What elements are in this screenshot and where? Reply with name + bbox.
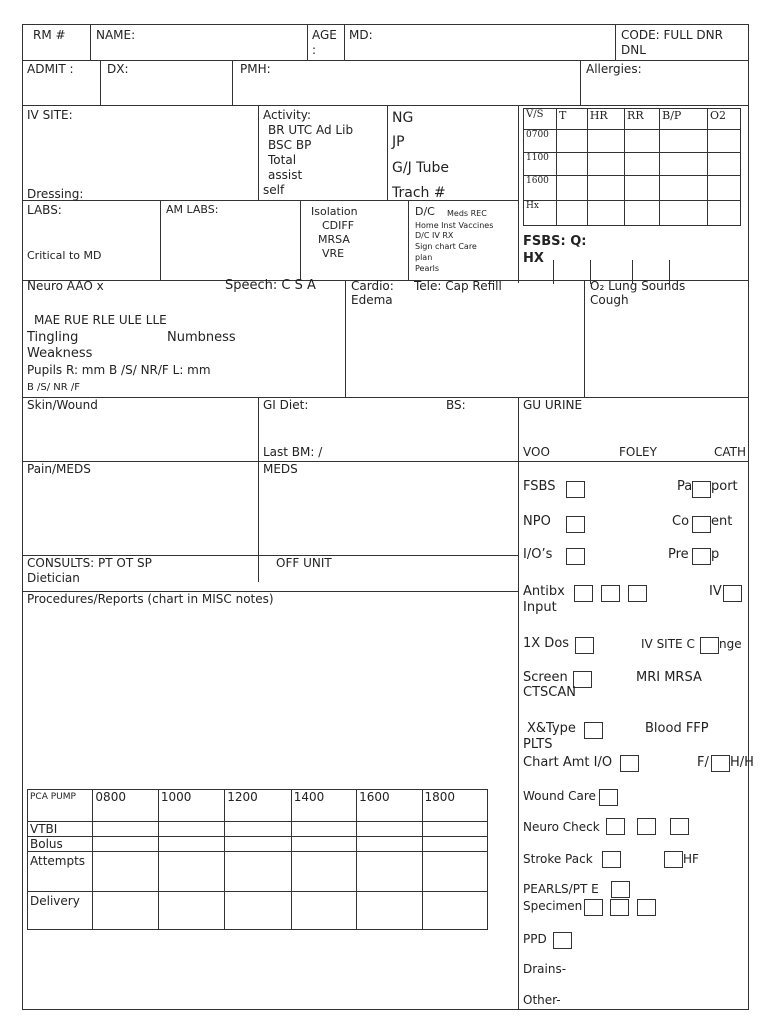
divider xyxy=(345,280,346,397)
divider xyxy=(584,280,585,397)
divider xyxy=(22,105,749,106)
divider xyxy=(615,24,616,60)
age-label: AGE xyxy=(312,28,337,42)
ios-checkbox[interactable] xyxy=(566,548,585,565)
activity-br: BR UTC Ad Lib xyxy=(268,123,354,137)
divider xyxy=(518,105,519,283)
pearls-checkbox[interactable] xyxy=(611,881,630,898)
check-ppd-label: PPD xyxy=(523,932,547,946)
antibx-checkbox-1[interactable] xyxy=(574,585,593,602)
dc-iv-label: D/C IV RX xyxy=(415,231,454,240)
vitals-header: B/P xyxy=(660,109,708,130)
check-dose-label: 1X Dos xyxy=(523,636,570,651)
antibx-checkbox-2[interactable] xyxy=(601,585,620,602)
labs-label: LABS: xyxy=(27,203,62,217)
check-other-label: Other- xyxy=(523,993,561,1007)
vitals-header: O2 xyxy=(707,109,740,130)
gi-diet-label: GI Diet: xyxy=(263,398,309,412)
divider xyxy=(22,461,749,462)
cath-label: CATH xyxy=(714,445,747,459)
o2-lung-sounds-label: O₂ Lung Sounds xyxy=(590,279,686,293)
tele-cap-refill-label: Tele: Cap Refill xyxy=(414,279,502,293)
meds-rec-label: Meds REC xyxy=(447,209,487,218)
npo-checkbox[interactable] xyxy=(566,516,585,533)
chart-amt-checkbox[interactable] xyxy=(620,755,639,772)
check-fh-label-2: H/H xyxy=(730,755,754,770)
divider xyxy=(258,105,259,200)
pca-row-label: Attempts xyxy=(28,852,93,892)
pca-header: 0800 xyxy=(93,790,158,822)
consent-checkbox[interactable] xyxy=(692,516,711,533)
divider xyxy=(90,24,91,60)
passport-checkbox[interactable] xyxy=(692,481,711,498)
vitals-header: HR xyxy=(587,109,624,130)
check-ivsite-label-2: nge xyxy=(719,637,742,651)
vitals-time: 1600 xyxy=(524,176,557,201)
gu-urine-label: GU URINE xyxy=(523,398,583,412)
iv-checkbox[interactable] xyxy=(723,585,742,602)
voo-label: VOO xyxy=(523,445,550,459)
critical-label: Critical to MD xyxy=(27,249,102,262)
vitals-header: RR xyxy=(625,109,660,130)
hf-checkbox[interactable] xyxy=(664,851,683,868)
divider xyxy=(160,200,161,280)
check-xtype-label: X&Type xyxy=(527,721,576,736)
ivsite-change-checkbox[interactable] xyxy=(700,637,719,654)
dx-label: DX: xyxy=(107,62,129,76)
vitals-header: T xyxy=(556,109,587,130)
activity-assist: assist xyxy=(268,168,303,182)
pupils-bsnr-label: B /S/ NR /F xyxy=(27,382,81,393)
md-label: MD: xyxy=(349,28,373,42)
antibx-checkbox-3[interactable] xyxy=(628,585,647,602)
check-input-label: Input xyxy=(523,600,557,615)
activity-bsc: BSC BP xyxy=(268,138,312,152)
divider xyxy=(518,397,519,1009)
check-mri-mrsa-label: MRI MRSA xyxy=(636,670,702,685)
check-ctscan-label: CTSCAN xyxy=(523,685,576,700)
check-neuro-label: Neuro Check xyxy=(523,820,600,834)
specimen-checkbox-2[interactable] xyxy=(610,899,629,916)
hx-label: HX xyxy=(523,251,544,266)
divider xyxy=(22,60,749,61)
check-ivsite-label: IV SITE C xyxy=(641,637,695,651)
divider xyxy=(307,24,308,60)
check-passport-label: Pa xyxy=(677,479,693,494)
pca-header: 1800 xyxy=(422,790,487,822)
off-unit-label: OFF UNIT xyxy=(276,556,332,570)
divider xyxy=(387,105,388,200)
divider xyxy=(344,24,345,60)
pca-header: 1000 xyxy=(158,790,224,822)
pca-header: 1400 xyxy=(291,790,356,822)
ppd-checkbox[interactable] xyxy=(553,932,572,949)
xtype-checkbox[interactable] xyxy=(584,722,603,739)
neuro-check-checkbox-2[interactable] xyxy=(637,818,656,835)
consults-label: CONSULTS: PT OT SP xyxy=(27,556,152,570)
frame-right xyxy=(748,24,749,1010)
foley-label: FOLEY xyxy=(619,445,657,459)
pca-row-label: VTBI xyxy=(28,822,93,837)
check-passport-label-2: port xyxy=(711,479,738,494)
vitals-time: Hx xyxy=(524,201,557,226)
neuro-aao-label: Neuro AAO x xyxy=(27,279,104,293)
ng-label: NG xyxy=(392,110,414,126)
name-label: NAME: xyxy=(96,28,136,42)
mrsa-label: MRSA xyxy=(318,233,350,246)
am-labs-label: AM LABS: xyxy=(166,203,219,216)
check-pearls-label: PEARLS/PT E xyxy=(523,882,599,896)
dressing-label: Dressing: xyxy=(27,187,84,201)
check-fsbs-label: FSBS xyxy=(523,479,556,494)
divider xyxy=(232,60,233,105)
activity-label: Activity: xyxy=(263,108,312,122)
check-blood-label: Blood FFP xyxy=(645,721,709,736)
frame-top xyxy=(22,24,749,25)
edema-label: Edema xyxy=(351,293,393,307)
wound-care-checkbox[interactable] xyxy=(599,789,618,806)
isolation-label: Isolation xyxy=(311,205,358,218)
check-preop-label: Pre xyxy=(668,547,689,562)
plan-label: plan xyxy=(415,253,433,262)
cough-label: Cough xyxy=(590,293,629,307)
neuro-check-checkbox-3[interactable] xyxy=(670,818,689,835)
bs-label: BS: xyxy=(446,398,466,412)
vitals-header: V/S xyxy=(524,109,557,130)
weakness-label: Weakness xyxy=(27,346,93,361)
neuro-check-checkbox-1[interactable] xyxy=(606,818,625,835)
dnl-label: DNL xyxy=(621,43,646,57)
procedures-label: Procedures/Reports (chart in MISC notes) xyxy=(27,592,274,606)
check-plts-label: PLTS xyxy=(523,737,553,752)
check-screen-label: Screen xyxy=(523,670,568,685)
check-iv-label: IV xyxy=(709,584,722,599)
check-consent-label-2: ent xyxy=(711,514,733,529)
check-consent-label: Co xyxy=(672,514,690,529)
dc-label: D/C xyxy=(415,205,435,218)
divider xyxy=(100,60,101,105)
check-hf-label: HF xyxy=(683,852,699,866)
pca-header: PCA PUMP xyxy=(28,790,93,822)
vitals-time: 0700 xyxy=(524,130,557,153)
check-preop-label-2: p xyxy=(711,547,720,562)
gj-tube-label: G/J Tube xyxy=(392,160,449,176)
meds-label: MEDS xyxy=(263,462,298,476)
vitals-table xyxy=(523,108,741,226)
check-npo-label: NPO xyxy=(523,514,551,529)
pca-table xyxy=(27,789,488,930)
divider xyxy=(300,200,301,280)
vitals-time: 1100 xyxy=(524,153,557,176)
check-stroke-label: Stroke Pack xyxy=(523,852,593,866)
iv-site-label: IV SITE: xyxy=(27,108,73,122)
activity-total: Total xyxy=(268,153,297,167)
pca-header: 1200 xyxy=(225,790,291,822)
rm-label: RM # xyxy=(33,28,66,42)
pca-row-label: Bolus xyxy=(28,837,93,852)
mae-label: MAE RUE RLE ULE LLE xyxy=(34,313,167,327)
pupils-label: Pupils R: mm B /S/ NR/F L: mm xyxy=(27,363,211,377)
divider xyxy=(580,60,581,105)
admit-label: ADMIT : xyxy=(27,62,74,76)
pain-meds-label: Pain/MEDS xyxy=(27,462,91,476)
fsbs-checkbox[interactable] xyxy=(566,481,585,498)
hh-checkbox[interactable] xyxy=(711,755,730,772)
frame-left xyxy=(22,24,23,1010)
pmh-label: PMH: xyxy=(240,62,271,76)
vre-label: VRE xyxy=(322,247,345,260)
tick-mark xyxy=(553,260,554,284)
divider xyxy=(22,397,749,398)
pearls-label: Pearls xyxy=(415,264,440,273)
check-fh-label: F/ xyxy=(697,755,709,770)
divider xyxy=(408,200,409,280)
stroke-pack-checkbox[interactable] xyxy=(602,851,621,868)
fsbs-q-label: FSBS: Q: xyxy=(523,234,587,249)
home-inst-label: Home Inst Vaccines xyxy=(415,221,494,230)
trach-label: Trach # xyxy=(392,185,446,201)
code-label: CODE: FULL DNR xyxy=(621,28,723,42)
check-wound-label: Wound Care xyxy=(523,789,596,803)
jp-label: JP xyxy=(392,134,405,150)
pca-header: 1600 xyxy=(357,790,422,822)
dietician-label: Dietician xyxy=(27,571,80,585)
check-antibx-label: Antibx xyxy=(523,584,565,599)
check-drains-label: Drains- xyxy=(523,962,567,976)
check-chart-amt-label: Chart Amt I/O xyxy=(523,755,613,770)
cardio-label: Cardio: xyxy=(351,279,394,293)
specimen-checkbox-3[interactable] xyxy=(637,899,656,916)
skin-wound-label: Skin/Wound xyxy=(27,398,98,412)
check-ios-label: I/O’s xyxy=(523,547,553,562)
age-colon: : xyxy=(312,43,317,57)
dose-checkbox[interactable] xyxy=(575,637,594,654)
last-bm-label: Last BM: / xyxy=(263,445,323,459)
allergies-label: Allergies: xyxy=(586,62,642,76)
preop-checkbox[interactable] xyxy=(692,548,711,565)
specimen-checkbox-1[interactable] xyxy=(584,899,603,916)
sign-chart-label: Sign chart Care xyxy=(415,242,477,251)
activity-self: self xyxy=(263,183,285,197)
cdiff-label: CDIFF xyxy=(322,219,355,232)
frame-bottom xyxy=(22,1009,749,1010)
pca-row-label: Delivery xyxy=(28,892,93,930)
numbness-label: Numbness xyxy=(167,330,236,345)
check-specimen-label: Specimen xyxy=(523,899,583,913)
tingling-label: Tingling xyxy=(27,330,79,345)
speech-label: Speech: C S A xyxy=(225,278,316,293)
